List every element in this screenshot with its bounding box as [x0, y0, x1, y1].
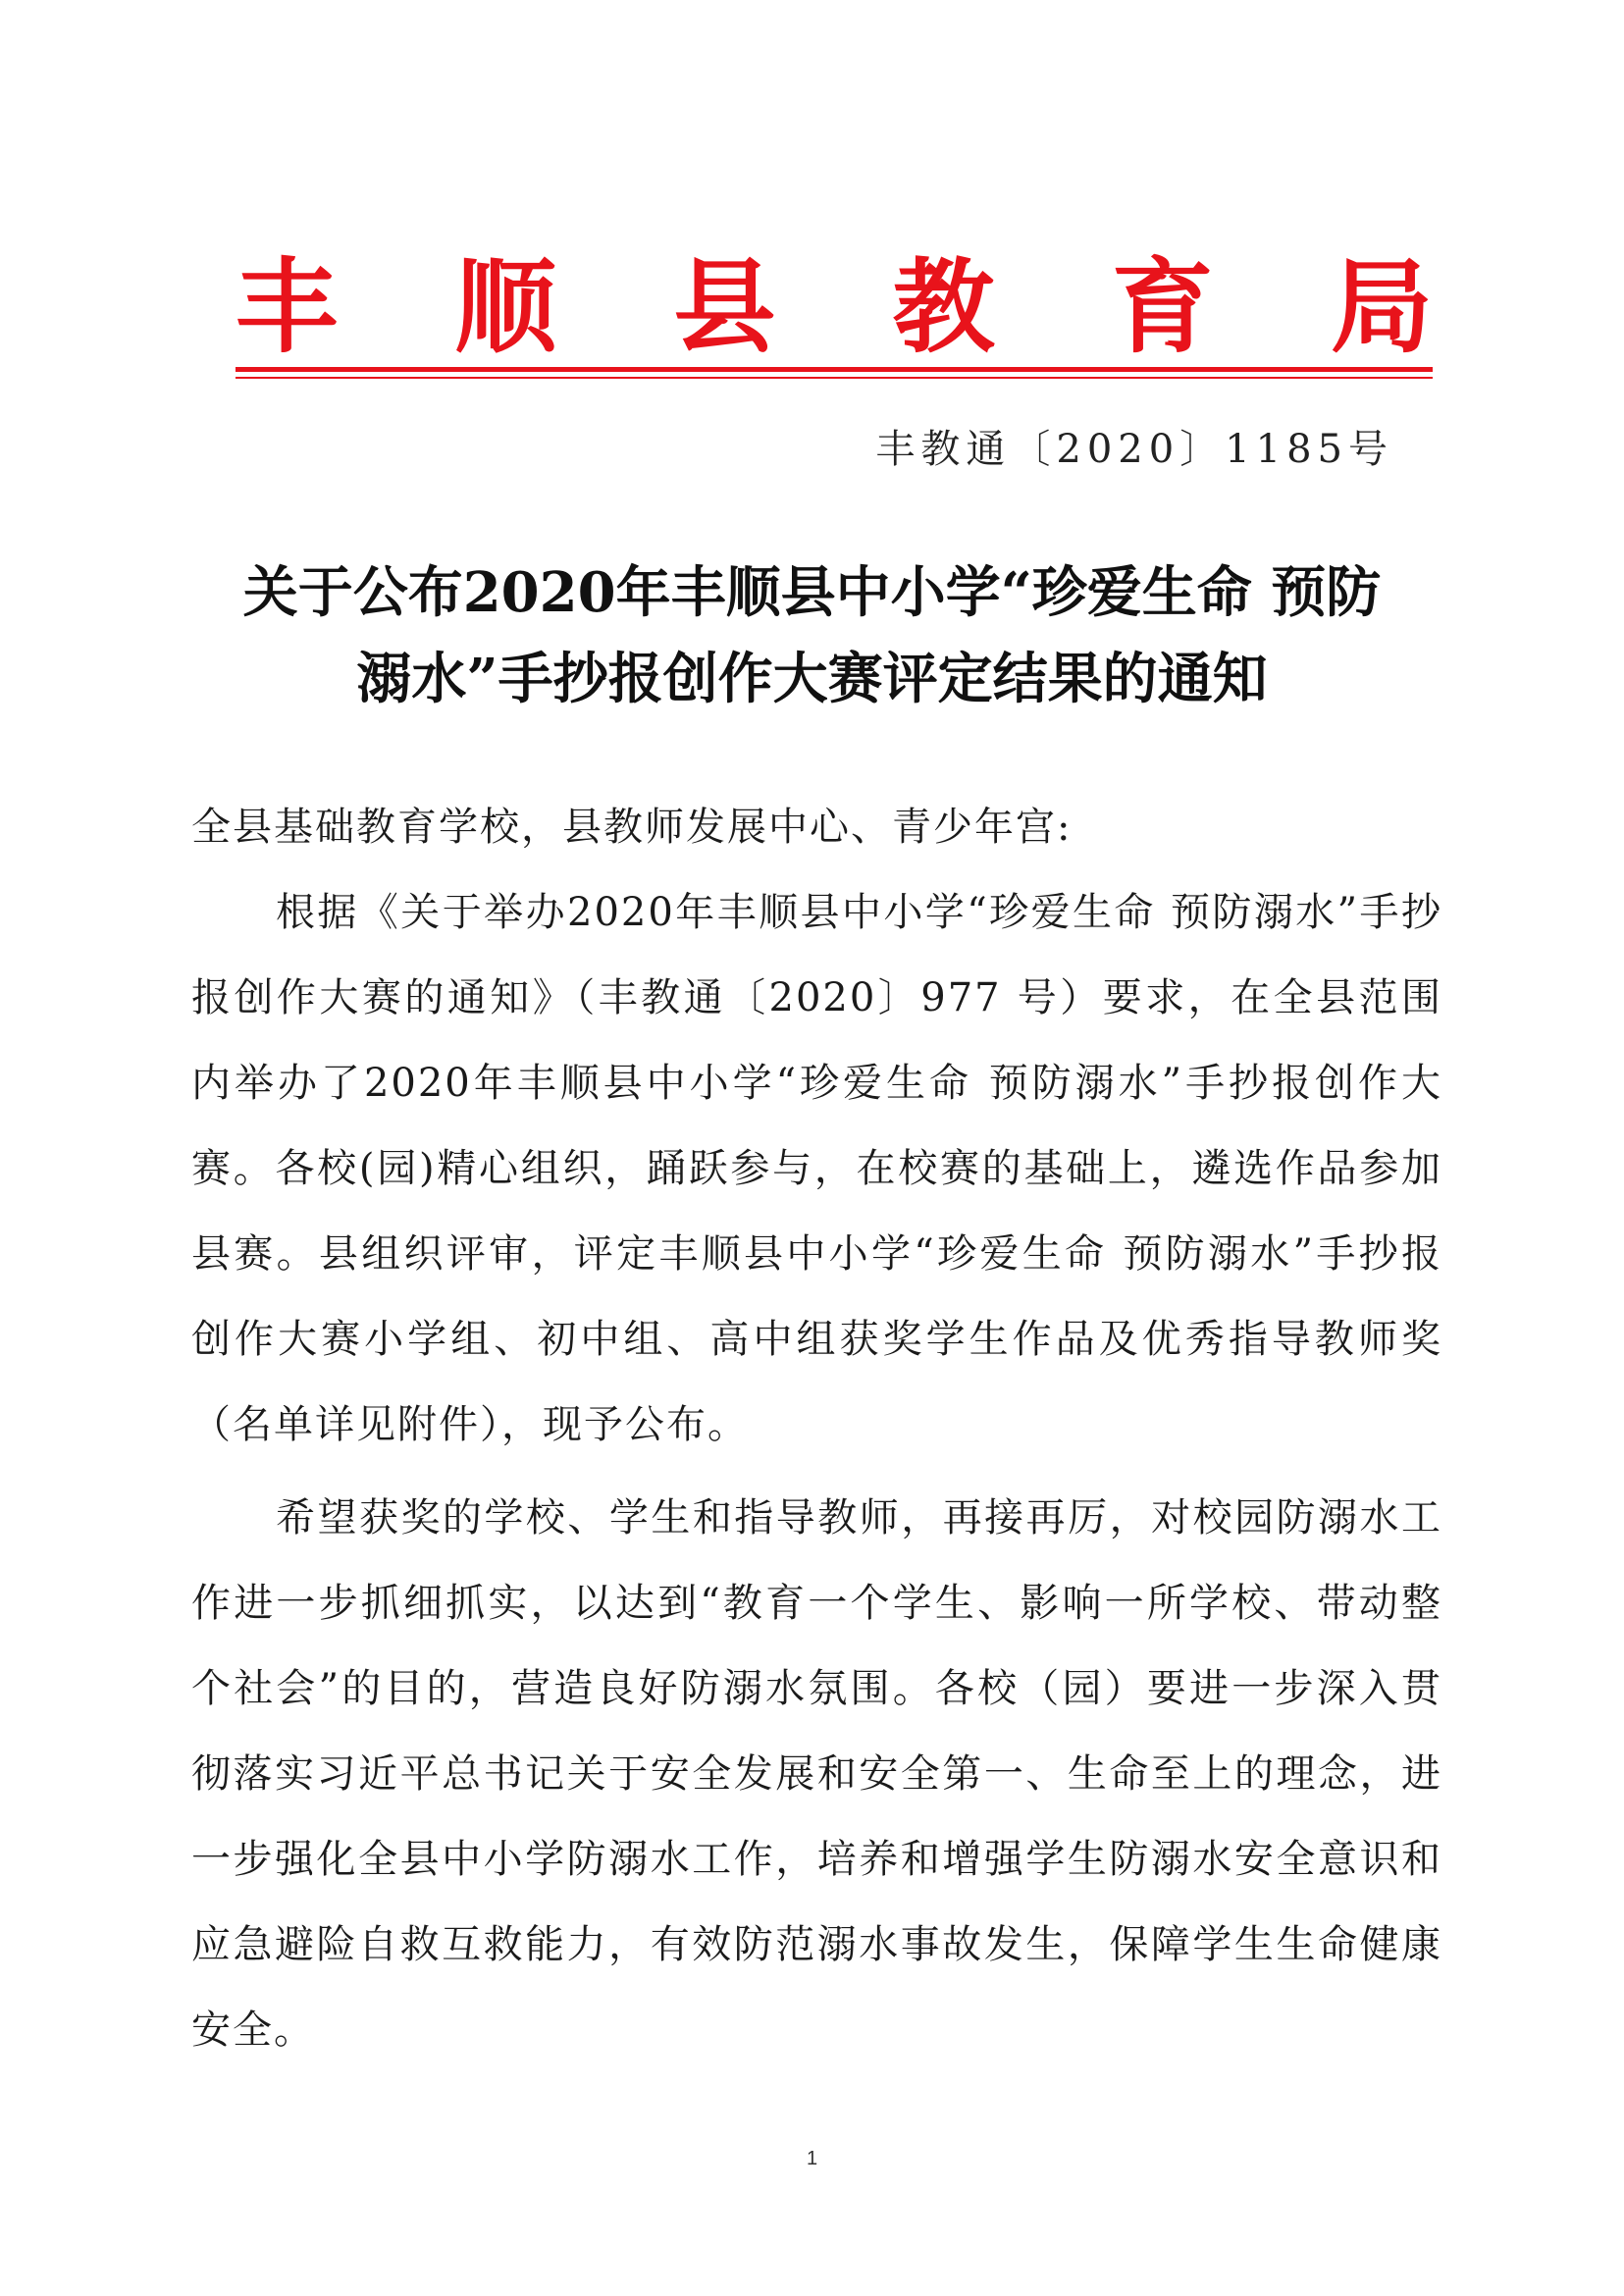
- body-paragraph: 希望获奖的学校、学生和指导教师，再接再厉，对校园防溺水工作进一步抓细抓实，以达到“教育一个学生、影响一所学校、带动整个社会”的目的，营造良好防溺水氛围。各校（园）要进一步深入贯彻落实习近平总书记关于安全发展和安全第一、生命至上的理念，进一步强化全县中小学防溺水工作，培养和增强学生防溺水安全意识和应急避险自救互救能力，有效防范溺水事故发生，保障学生生命健康安全。: [191, 1495, 1442, 2053]
- masthead-char: 县: [673, 247, 776, 367]
- page-number: 1: [806, 2148, 818, 2169]
- masthead-char: 育: [1111, 247, 1214, 367]
- document-body: [191, 785, 1442, 2073]
- masthead-char: 教: [892, 247, 995, 367]
- masthead-char: 顺: [454, 247, 557, 367]
- header-divider-thin: [236, 377, 1433, 379]
- masthead-char: 局: [1330, 247, 1433, 367]
- header-divider-thick: [236, 367, 1433, 372]
- body-paragraph: 根据《关于举办2020年丰顺县中小学“珍爱生命 预防溺水”手抄报创作大赛的通知》（丰教通〔2020〕977 号）要求，在全县范围内举办了2020年丰顺县中小学“珍爱生命 预防溺水”手抄报创作大赛。各校(园)精心组织，踊跃参与，在校赛的基础上，遴选作品参加县赛。县组织评审，评定丰顺县中小学“珍爱生命 预防溺水”手抄报创作大赛小学组、初中组、高中组获奖学生作品及优秀指导教师奖（名单详见附件），现予公布。: [191, 890, 1442, 1447]
- masthead-org-name: [236, 247, 1433, 367]
- masthead-char: 丰: [236, 247, 339, 367]
- salutation: 全县基础教育学校，县教师发展中心、青少年宫:: [191, 805, 1073, 850]
- document-title: [177, 549, 1447, 722]
- title-line-1: 关于公布2020年丰顺县中小学“珍爱生命 预防: [242, 560, 1382, 625]
- title-line-2: 溺水”手抄报创作大赛评定结果的通知: [356, 647, 1268, 711]
- document-number: 丰教通〔2020〕1185号: [875, 427, 1393, 472]
